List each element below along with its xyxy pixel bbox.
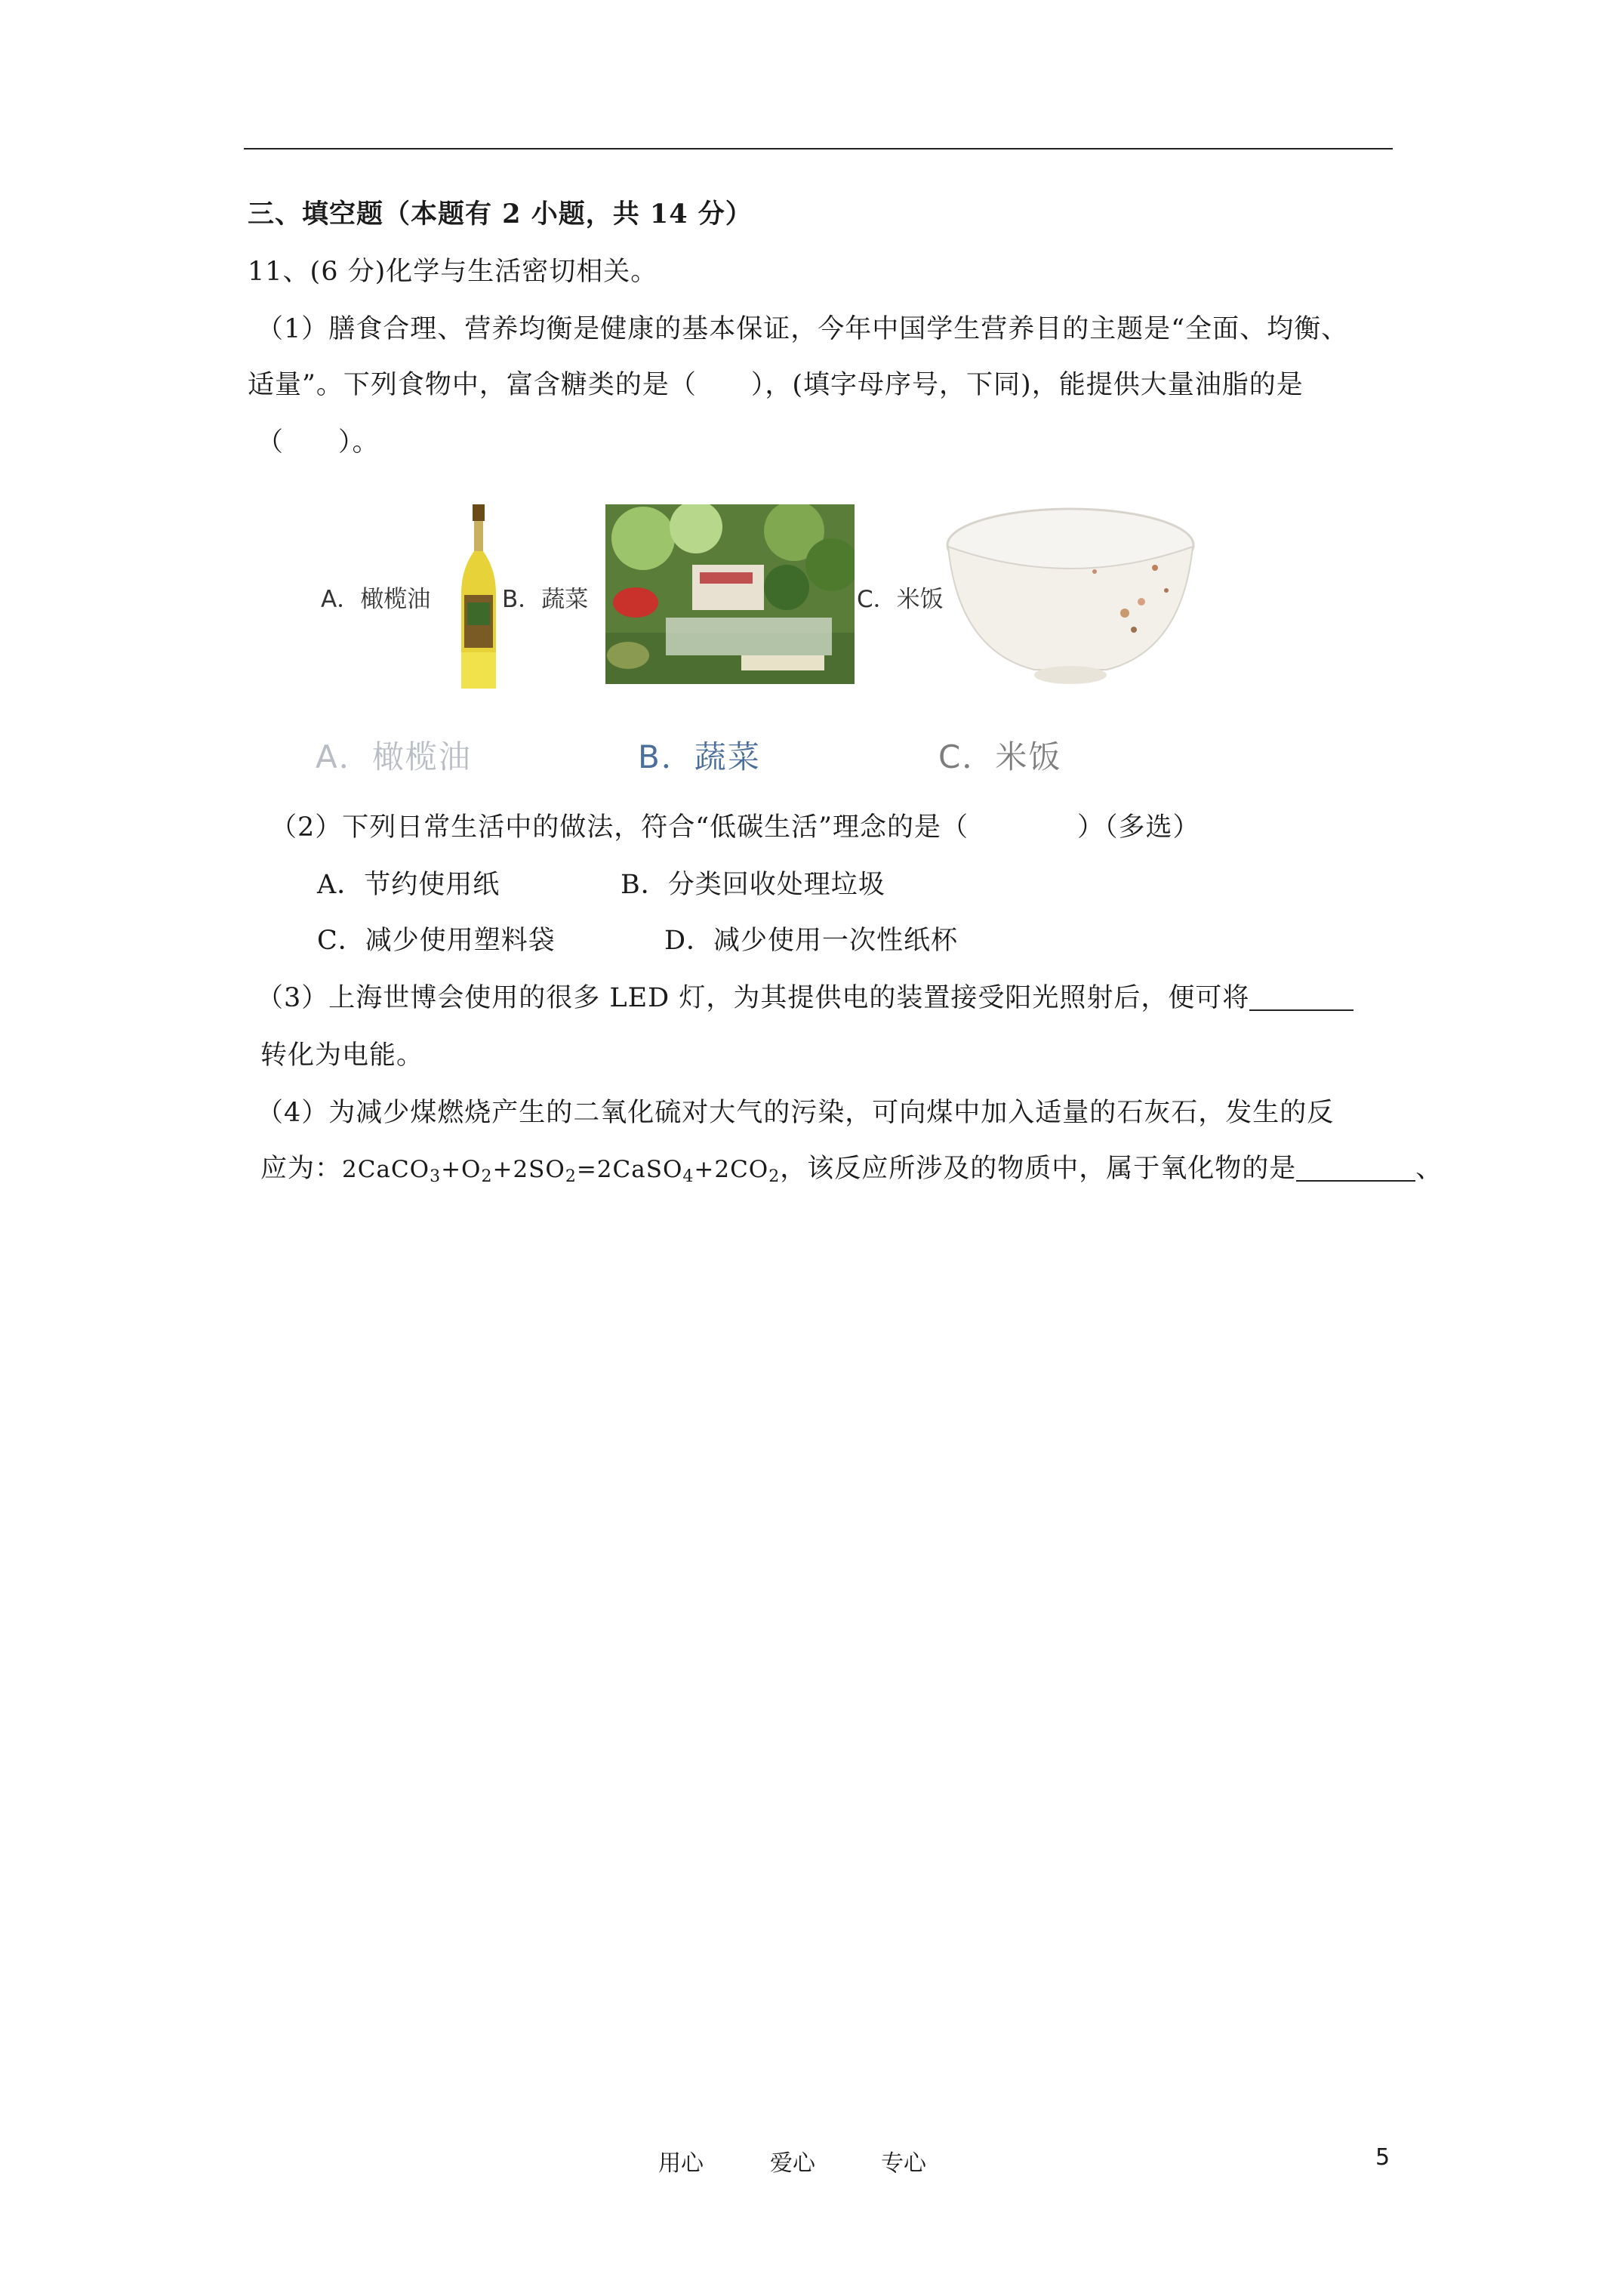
q11-part4-line1: （4）为减少煤燃烧产生的二氧化硫对大气的污染，可向煤中加入适量的石灰石，发生的反 xyxy=(257,1098,1335,1128)
figure-label-a: A．橄榄油 xyxy=(321,586,431,613)
q11-part3-line1 xyxy=(257,982,1354,1015)
answer-blank[interactable] xyxy=(1296,1154,1415,1182)
figure-caption-a: A．橄榄油 xyxy=(316,738,472,775)
q11-part2-option-a: A．节约使用纸 xyxy=(317,870,500,900)
page-number: 5 xyxy=(1375,2144,1390,2171)
footer-motto-2: 爱心 xyxy=(770,2150,815,2177)
header-rule xyxy=(244,148,1393,149)
figure-caption-c: C．米饭 xyxy=(938,738,1062,775)
q11-part2-option-c: C．减少使用塑料袋 xyxy=(317,926,556,956)
figure-label-c: C．米饭 xyxy=(857,586,944,613)
q11-part1-line1: （1）膳食合理、营养均衡是健康的基本保证，今年中国学生营养目的主题是“全面、均衡、 xyxy=(257,314,1349,344)
vegetables-image xyxy=(605,504,855,684)
olive-oil-bottle-image xyxy=(457,504,500,692)
q11-part2-option-d: D．减少使用一次性纸杯 xyxy=(664,926,959,956)
figure-label-b: B．蔬菜 xyxy=(502,586,589,613)
q11-part1-line2: 适量”。下列食物中，富含糖类的是（ ），(填字母序号，下同)，能提供大量油脂的是 xyxy=(248,370,1304,400)
equation-suffix: ，该反应所涉及的物质中，属于氧化物的是 xyxy=(780,1154,1297,1184)
q11-part2-line1: （2）下列日常生活中的做法，符合“低碳生活”理念的是（ ）（多选） xyxy=(270,812,1200,843)
chemical-equation: $2CaCO_3+O_2+2SO_2=2CaSO_4+2CO_2$ xyxy=(342,1156,781,1186)
list-separator: 、 xyxy=(1415,1154,1443,1184)
answer-blank[interactable] xyxy=(1249,984,1354,1011)
q11-part2-option-b: B．分类回收处理垃圾 xyxy=(621,870,885,900)
q11-part4-line2 xyxy=(260,1152,1443,1186)
figure-caption-b: B．蔬菜 xyxy=(638,738,761,775)
question-11-stem: 11、(6 分)化学与生活密切相关。 xyxy=(248,257,658,287)
q11-part3-line2: 转化为电能。 xyxy=(260,1040,424,1071)
q11-part3-text: （3）上海世博会使用的很多 LED 灯，为其提供电的装置接受阳光照射后，便可将 xyxy=(257,983,1250,1013)
q11-part1-line3: （ ）。 xyxy=(257,427,380,458)
equation-prefix: 应为： xyxy=(260,1154,343,1184)
rice-bowl-image xyxy=(944,500,1196,696)
footer-motto-3: 专心 xyxy=(881,2150,926,2177)
footer-motto-1: 用心 xyxy=(658,2150,704,2177)
section-title: 三、填空题（本题有 2 小题，共 14 分） xyxy=(248,199,753,230)
